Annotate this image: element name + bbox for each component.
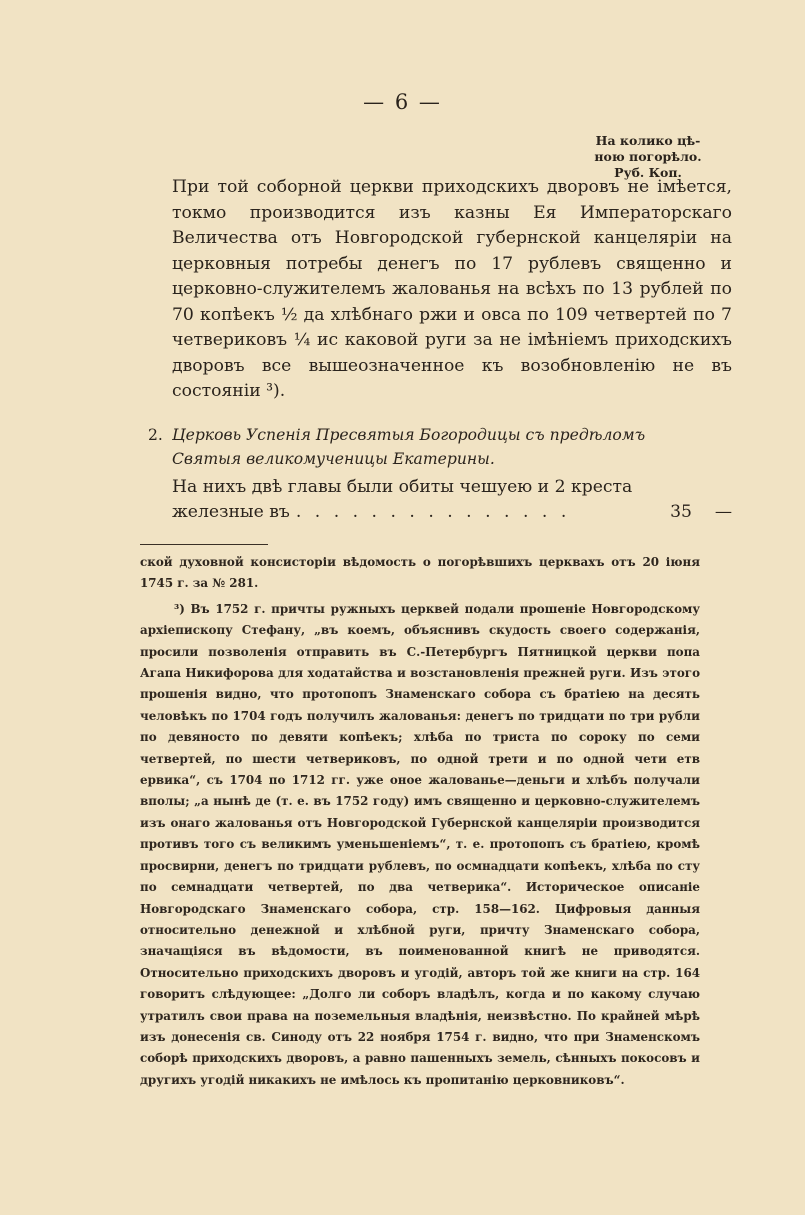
item-heading-line: Святыя великомученицы Екатерины. (172, 449, 495, 468)
amount-rubles: 35 (670, 502, 692, 522)
leader-dots: . . . . . . . . . . . . . . . (295, 502, 571, 522)
footnote-continuation: ской духовной консисторіи вѣдомость о погорѣвшихъ церквахъ отъ 20 іюня 1745 г. за № 281. (140, 555, 700, 591)
item-body-line: На нихъ двѣ главы были обиты чешуею и 2 креста (172, 476, 633, 497)
page-number: — 6 — (363, 90, 442, 114)
main-text (148, 175, 732, 526)
item-heading-line: Церковь Успенія Пресвятыя Богородицы съ предѣломъ (172, 425, 646, 444)
footnotes (140, 552, 700, 1091)
margin-column-header (583, 133, 713, 181)
item-body-line: железные въ (172, 502, 290, 522)
margin-header-line: На колико цѣ- (595, 133, 701, 148)
item-body-entry (172, 500, 732, 526)
footnote-rule (140, 544, 268, 545)
main-paragraph: При той соборной церкви приходскихъ дворовъ не імѣется, токмо производится изъ казны Ея Императорскаго Величества отъ Новгородской губернской канцеляріи на церковныя потребы денегъ по 17 рублевъ священно и церковно-служителемъ жалованья на всѣхъ по 13 рублей по 70 копѣекъ ½ да хлѣбнаго ржи и овса по 109 четвертей по 7 четвериковъ ¼ ис каковой руги за не імѣніемъ приходскихъ дворовъ все вышеозначенное къ возобновленію не въ состояніи ³). (172, 177, 732, 401)
item-body (172, 475, 732, 526)
margin-header-units: Руб. Коп. (614, 165, 682, 180)
margin-header-line: ною погорѣло. (594, 149, 702, 164)
footnote-3: ³) Въ 1752 г. причты ружныхъ церквей подали прошеніе Новгородскому архіепископу Стефану, „въ коемъ, объяснивъ скудость своего содержанія, просили позволенія отправить въ С.-Петербургъ Пятницкой церкви попа Агапа Никифорова для ходатайства и возстановленія прежней руги. Изъ этого прошенія видно, что протопопъ Знаменскаго собора съ братіею на десять человѣкъ по 1704 годъ получилъ жалованья: денегъ по тридцати по три рубли по девяносто по девяти копѣекъ; хлѣба по триста по сороку по семи четвертей, по шести четвериковъ, по одной трети и по одной чети етв ервика“, съ 1704 по 1712 гг. уже оное жалованье—деньги и хлѣбъ получали вполы; „а нынѣ де (т. е. въ 1752 году) имъ священно и церковно-служителемъ изъ онаго жалованья отъ Новгородской Губернской канцеляріи производится противъ того съ великимъ уменьшеніемъ“, т. е. протопопъ съ братіею, кромѣ просвирни, денегъ по тридцати рублевъ, по осмнадцати копѣекъ, хлѣба по сту по семнадцати четвертей, по два четверика“. Историческое описаніе Новгородскаго Знаменскаго собора, стр. 158—162. Цифровыя данныя относительно денежной и хлѣбной руги, причту Знаменскаго собора, значащіяся въ вѣдомости, въ поименованной книгѣ не приводятся. Относительно приходскихъ дворовъ и угодій, авторъ той же книги на стр. 164 говоритъ слѣдующее: „Долго ли соборъ владѣлъ, когда и по какому случаю утратилъ свои права на поземельныя владѣнія, неизвѣстно. По крайней мѣрѣ изъ донесенія св. Синоду отъ 22 ноября 1754 г. видно, что при Знаменскомъ соборѣ приходскихъ дворовъ, а равно пашенныхъ земель, сѣнныхъ покосовъ и другихъ угодій никакихъ не имѣлось къ пропитанію церковниковъ“. (140, 601, 700, 1087)
item-number: 2. (148, 425, 163, 444)
item-heading (148, 423, 732, 471)
amount-kopecks: — (714, 502, 732, 522)
